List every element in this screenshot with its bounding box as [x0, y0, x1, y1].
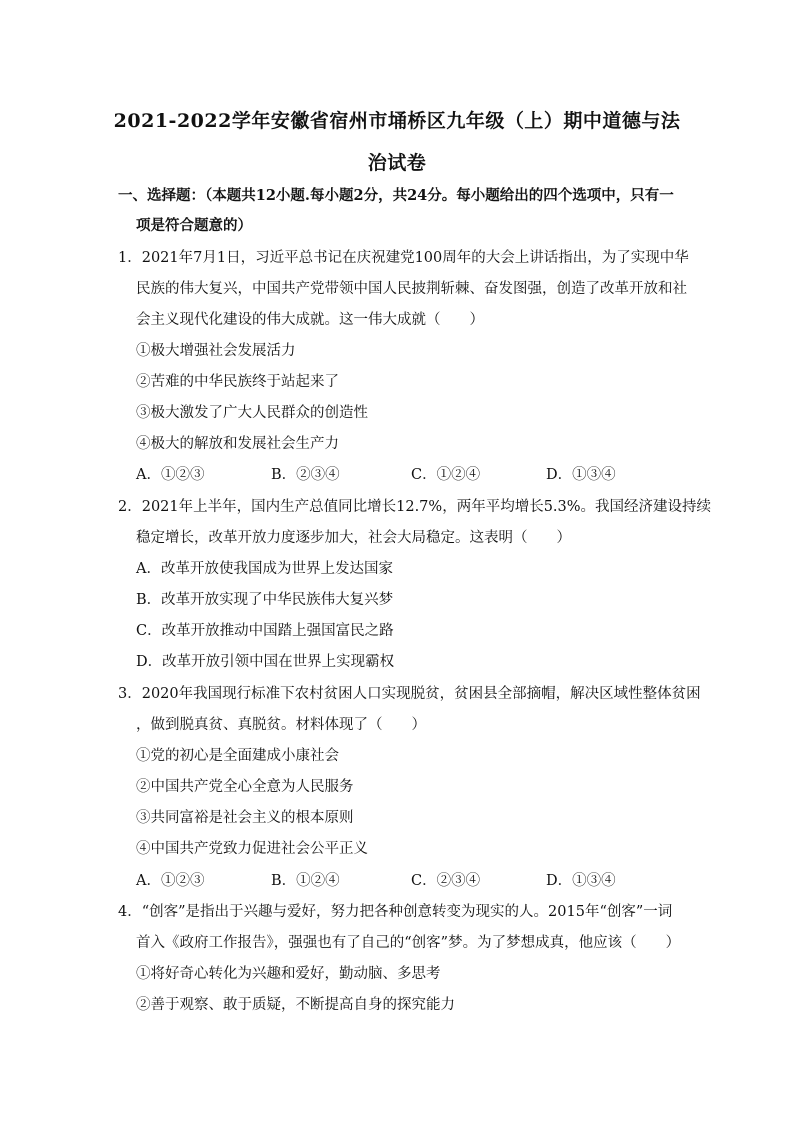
- question-2-stem-line-2: 稳定增长，改革开放力度逐步加大，社会大局稳定。这表明（ ）: [136, 530, 571, 546]
- question-2-stem-line-1: 2．2021年上半年，国内生产总值同比增长12.7%，两年平均增长5.3%。我国经济建设持续: [118, 499, 712, 515]
- section-heading-line-1: 一、选择题：（本题共12小题.每小题2分，共24分。每小题给出的四个选项中，只有一: [118, 187, 674, 204]
- question-3-option-c[interactable]: C．②③④: [411, 873, 481, 889]
- question-1-stem-line-2: 民族的伟大复兴，中国共产党带领中国人民披荆斩棘、奋发图强，创造了改革开放和社: [136, 281, 687, 297]
- question-3-statement-3: ③共同富裕是社会主义的根本原则: [136, 810, 354, 826]
- question-1-option-d[interactable]: D．①③④: [546, 467, 616, 483]
- document-title-line-1: 2021-2022学年安徽省宿州市埇桥区九年级（上）期中道德与法: [113, 110, 681, 132]
- section-heading-line-2: 项是符合题意的）: [136, 217, 252, 234]
- question-1-stem-line-3: 会主义现代化建设的伟大成就。这一伟大成就（ ）: [136, 312, 484, 328]
- question-3-statement-2: ②中国共产党全心全意为人民服务: [136, 779, 354, 795]
- question-1-statement-3: ③极大激发了广大人民群众的创造性: [136, 405, 368, 421]
- question-2-choice-a[interactable]: A．改革开放使我国成为世界上发达国家: [136, 561, 393, 577]
- question-1-statement-2: ②苦难的中华民族终于站起来了: [136, 374, 339, 390]
- question-3-option-a[interactable]: A．①②③: [136, 873, 205, 889]
- question-4-stem-line-2: 首入《政府工作报告》，强强也有了自己的“创客”梦。为了梦想成真，他应该（ ）: [136, 935, 681, 951]
- question-4-stem-line-1: 4．“创客”是指出于兴趣与爱好，努力把各种创意转变为现实的人。2015年“创客”一词: [118, 904, 673, 920]
- question-3-statement-4: ④中国共产党致力促进社会公平正义: [136, 841, 368, 857]
- question-1-statement-4: ④极大的解放和发展社会生产力: [136, 436, 339, 452]
- document-title-line-2: 治试卷: [367, 152, 427, 174]
- question-3-stem-line-1: 3．2020年我国现行标准下农村贫困人口实现脱贫，贫困县全部摘帽，解决区域性整体贫困: [118, 686, 701, 702]
- question-1-option-c[interactable]: C．①②④: [411, 467, 481, 483]
- question-1-stem-line-1: 1．2021年7月1日，习近平总书记在庆祝建党100周年的大会上讲话指出，为了实现中华: [118, 250, 689, 266]
- question-3-statement-1: ①党的初心是全面建成小康社会: [136, 748, 339, 764]
- question-1-option-b[interactable]: B．②③④: [271, 467, 340, 483]
- question-2-choice-c[interactable]: C．改革开放推动中国踏上强国富民之路: [136, 623, 394, 639]
- question-3-stem-line-2: ，做到脱真贫、真脱贫。材料体现了（ ）: [136, 717, 426, 733]
- question-1-statement-1: ①极大增强社会发展活力: [136, 343, 296, 359]
- question-3-option-b[interactable]: B．①②④: [271, 873, 340, 889]
- question-3-option-d[interactable]: D．①③④: [546, 873, 616, 889]
- question-2-choice-d[interactable]: D．改革开放引领中国在世界上实现霸权: [136, 654, 395, 670]
- question-1-option-a[interactable]: A．①②③: [136, 467, 205, 483]
- question-4-statement-1: ①将好奇心转化为兴趣和爱好，勤动脑、多思考: [136, 966, 441, 982]
- question-4-statement-2: ②善于观察、敢于质疑，不断提高自身的探究能力: [136, 997, 455, 1013]
- question-2-choice-b[interactable]: B．改革开放实现了中华民族伟大复兴梦: [136, 592, 394, 608]
